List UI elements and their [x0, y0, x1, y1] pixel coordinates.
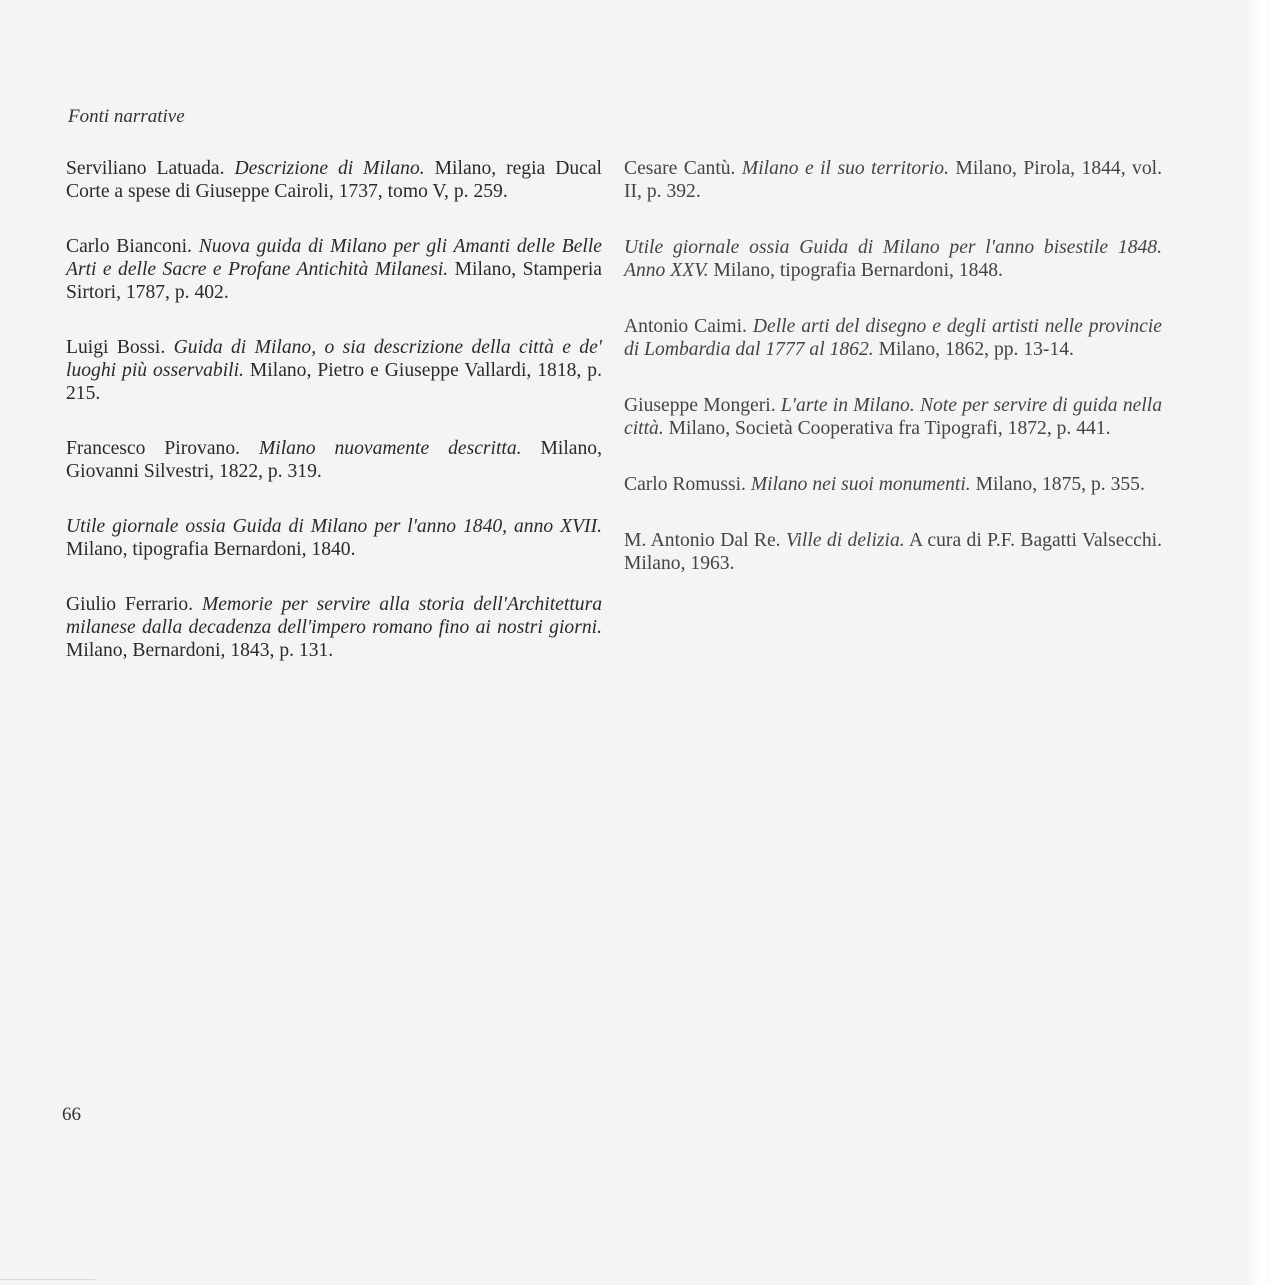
entry-publication: Milano, tipografia Bernardoni, 1840.	[66, 539, 356, 560]
left-column	[66, 157, 602, 694]
entry-title: Memorie per servire alla storia dell'Architettura milanese dalla decadenza dell'impero romano fino ai nostri giorni.	[66, 594, 602, 638]
entry-author: Francesco Pirovano.	[66, 438, 259, 459]
entry-publication: A cura di P.F. Bagatti Valsecchi. Milano, 1963.	[624, 530, 1162, 574]
entry-publication: Milano, Pietro e Giuseppe Vallardi, 1818, p. 215.	[66, 360, 602, 404]
page-number: 66	[62, 1104, 81, 1125]
entry-title: L'arte in Milano. Note per servire di guida nella città.	[624, 395, 1162, 439]
section-title: Fonti narrative	[68, 106, 185, 127]
entry-title: Delle arti del disegno e degli artisti nelle provincie di Lombardia dal 1777 al 1862.	[624, 316, 1162, 360]
entry-publication: Milano, 1875, p. 355.	[970, 474, 1145, 495]
bibliography-entry	[624, 473, 1162, 496]
entry-title: Utile giornale ossia Guida di Milano per l'anno 1840, anno XVII.	[66, 516, 602, 537]
entry-publication: Milano, Giovanni Silvestri, 1822, p. 319.	[66, 438, 602, 482]
bibliography-entry	[66, 157, 602, 203]
entry-title: Utile giornale ossia Guida di Milano per l'anno bisestile 1848. Anno XXV.	[624, 237, 1162, 281]
entry-publication: Milano, regia Ducal Corte a spese di Giuseppe Cairoli, 1737, tomo V, p. 259.	[66, 158, 602, 202]
entry-title: Nuova guida di Milano per gli Amanti delle Belle Arti e delle Sacre e Profane Antichità Milanesi.	[66, 236, 602, 280]
entry-title: Milano nei suoi monumenti.	[750, 474, 971, 495]
entry-title: Guida di Milano, o sia descrizione della città e de' luoghi più osservabili.	[66, 337, 602, 381]
entry-publication: Milano, Pirola, 1844, vol. II, p. 392.	[624, 158, 1162, 202]
entry-author: Cesare Cantù.	[624, 158, 742, 179]
page-edge	[1247, 0, 1271, 1285]
bibliography-entry	[624, 315, 1162, 361]
entry-author: Carlo Romussi.	[624, 474, 751, 495]
entry-author: Antonio Caimi.	[624, 316, 753, 337]
bibliography-entry	[66, 235, 602, 304]
bibliography-entry	[624, 394, 1162, 440]
bibliography-entry	[66, 593, 602, 662]
entry-author: M. Antonio Dal Re.	[624, 530, 786, 551]
entry-publication: Milano, Stamperia Sirtori, 1787, p. 402.	[66, 259, 603, 303]
footer-rule	[0, 1279, 95, 1280]
entry-author: Luigi Bossi.	[66, 337, 174, 358]
bibliography-entry	[66, 515, 602, 561]
entry-author: Carlo Bianconi.	[66, 236, 199, 257]
entry-publication: Milano, Società Cooperativa fra Tipografi, 1872, p. 441.	[663, 418, 1111, 439]
entry-author: Giuseppe Mongeri.	[624, 395, 781, 416]
entry-author: Serviliano Latuada.	[66, 158, 235, 179]
bibliography-entry	[624, 529, 1162, 575]
entry-title: Milano nuovamente descritta.	[258, 438, 522, 459]
entry-publication: Milano, Bernardoni, 1843, p. 131.	[66, 640, 334, 661]
entry-author: Giulio Ferrario.	[66, 594, 202, 615]
entry-title: Ville di delizia.	[785, 530, 905, 551]
right-column	[624, 157, 1162, 608]
entry-publication: Milano, tipografia Bernardoni, 1848.	[708, 260, 1003, 281]
entry-title: Descrizione di Milano.	[234, 158, 425, 179]
bibliography-entry	[66, 437, 602, 483]
entry-title: Milano e il suo territorio.	[741, 158, 949, 179]
bibliography-entry	[624, 157, 1162, 203]
entry-publication: Milano, 1862, pp. 13-14.	[873, 339, 1074, 360]
bibliography-entry	[624, 236, 1162, 282]
bibliography-entry	[66, 336, 602, 405]
